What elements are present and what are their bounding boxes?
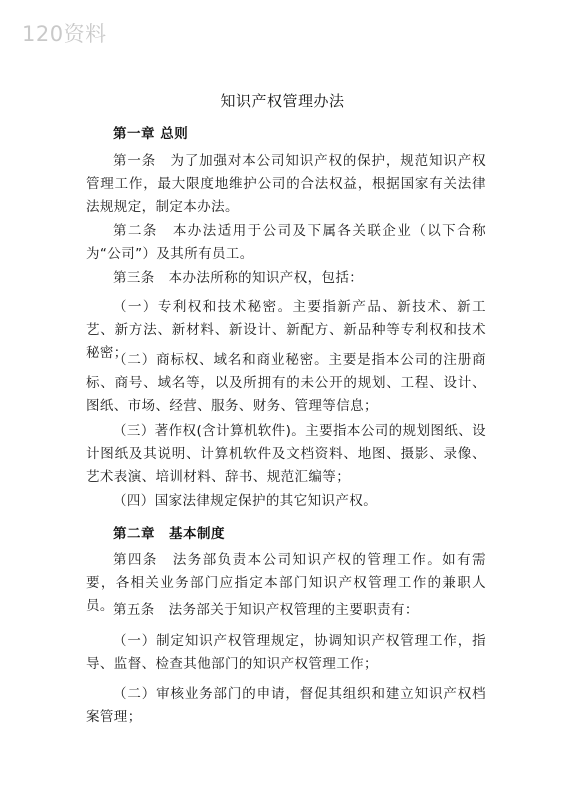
clause-3-paragraph: （三）著作权(含计算机软件)。主要指本公司的规划图纸、设计图纸及其说明、计算机软件及文档资料、地图、摄影、录像、艺术表演、培训材料、辞书、规范汇编等； (86, 423, 486, 485)
duty-2-paragraph: （二）审核业务部门的申请，督促其组织和建立知识产权档案管理； (86, 686, 486, 725)
clause-2-paragraph: （二）商标权、域名和商业秘密。主要是指本公司的注册商标、商号、域名等，以及所拥有的未公开的规划、工程、设计、图纸、市场、经营、服务、财务、管理等信息； (86, 352, 486, 414)
article-3-paragraph: 第三条 本办法所称的知识产权，包括： (113, 270, 364, 286)
chapter-1-heading: 第一章 总则 (113, 126, 189, 142)
article-1-paragraph: 第一条 为了加强对本公司知识产权的保护，规范知识产权管理工作，最大限度地维护公司的合法权益，根据国家有关法律法规规定，制定本办法。 (86, 153, 486, 215)
clause-4-paragraph: （四）国家法律规定保护的其它知识产权。 (113, 493, 378, 509)
clause-1-paragraph: （一）专利权和技术秘密。主要指新产品、新技术、新工艺、新方法、新材料、新设计、新配方、新品种等专利权和技术秘密； (86, 299, 486, 361)
article-4-paragraph: 第四条 法务部负责本公司知识产权的管理工作。如有需要，各相关业务部门应指定本部门知识产权管理工作的兼职人员。 (86, 552, 486, 614)
chapter-2-heading: 第二章 基本制度 (113, 526, 225, 542)
document-title: 知识产权管理办法 (220, 92, 345, 110)
article-2-paragraph: 第二条 本办法适用于公司及下属各关联企业（以下合称为“公司”）及其所有员工。 (86, 223, 486, 262)
duty-1-paragraph: （一）制定知识产权管理规定，协调知识产权管理工作，指导、监督、检查其他部门的知识产权管理工作； (86, 633, 486, 672)
article-5-paragraph: 第五条 法务部关于知识产权管理的主要职责有： (113, 602, 419, 618)
watermark: 120资料 (22, 22, 107, 46)
